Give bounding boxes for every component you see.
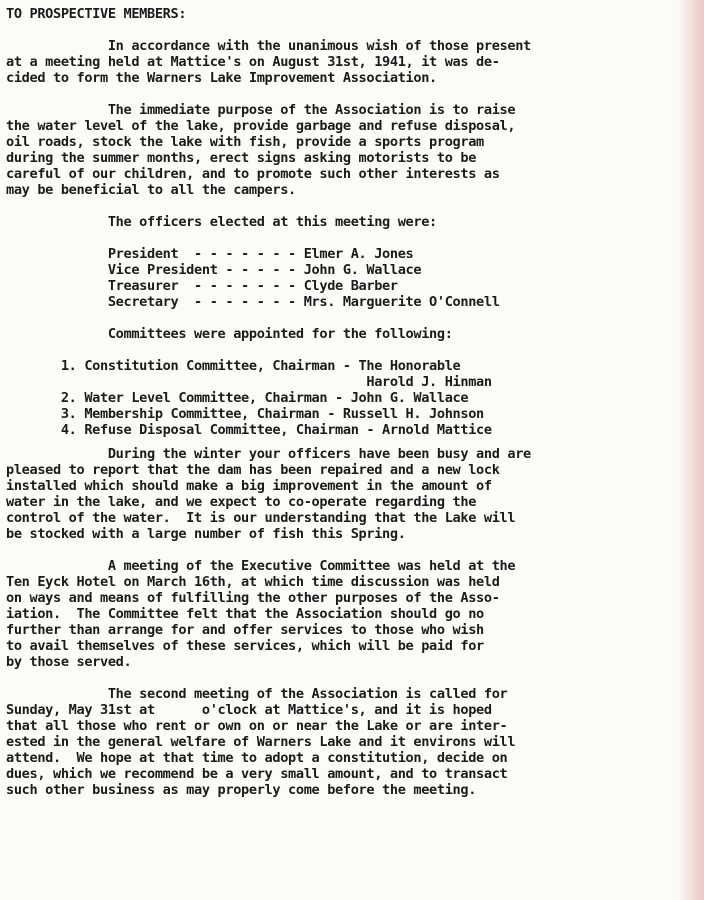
paragraph-second-meeting [6, 686, 696, 798]
spacer [6, 342, 696, 358]
text-line: ested in the general welfare of Warners Lake and it environs will [6, 734, 516, 750]
paragraph-purpose [6, 102, 696, 198]
text-line: The immediate purpose of the Association is to raise [6, 102, 516, 118]
committee-item: 4. Refuse Disposal Committee, Chairman - Arnold Mattice [6, 422, 492, 438]
text-line: may be beneficial to all the campers. [6, 182, 296, 198]
text-line: Sunday, May 31st at o'clock at Mattice's, and it is hoped [6, 702, 492, 718]
text-line: iation. The Committee felt that the Association should go no [6, 606, 484, 622]
committee-item: 3. Membership Committee, Chairman - Russell H. Johnson [6, 406, 484, 422]
text-line: at a meeting held at Mattice's on August 31st, 1941, it was de- [6, 54, 500, 70]
text-line: oil roads, stock the lake with fish, provide a sports program [6, 134, 484, 150]
spacer [6, 310, 696, 326]
spacer [6, 86, 696, 102]
officers-list [6, 246, 696, 310]
text-line: the water level of the lake, provide garbage and refuse disposal, [6, 118, 516, 134]
spacer [6, 22, 696, 38]
spacer [6, 198, 696, 214]
text-line: to avail themselves of these services, which will be paid for [6, 638, 484, 654]
officer-secretary: Secretary - - - - - - - Mrs. Marguerite O'Connell [6, 294, 500, 310]
text-line: attend. We hope at that time to adopt a constitution, decide on [6, 750, 508, 766]
committee-item: 1. Constitution Committee, Chairman - The Honorable [6, 358, 461, 374]
text-line: installed which should make a big improvement in the amount of [6, 478, 492, 494]
text-line: cided to form the Warners Lake Improvement Association. [6, 70, 437, 86]
text-line: A meeting of the Executive Committee was held at the [6, 558, 516, 574]
text-line: During the winter your officers have been busy and are [6, 446, 531, 462]
committee-item: Harold J. Hinman [6, 374, 492, 390]
text-line: that all those who rent or own on or near the Lake or are inter- [6, 718, 508, 734]
officer-vice-president: Vice President - - - - - John G. Wallace [6, 262, 422, 278]
text-line: further than arrange for and offer services to those who wish [6, 622, 484, 638]
committees-list [6, 358, 696, 438]
text-line: such other business as may properly come before the meeting. [6, 782, 477, 798]
text-line: In accordance with the unanimous wish of those present [6, 38, 531, 54]
text-line: careful of our children, and to promote such other interests as [6, 166, 500, 182]
text-line: by those served. [6, 654, 132, 670]
spacer [6, 670, 696, 686]
text-line: Ten Eyck Hotel on March 16th, at which time discussion was held [6, 574, 500, 590]
letter-page [6, 6, 696, 798]
text-line: control of the water. It is our understanding that the Lake will [6, 510, 516, 526]
paragraph-dam-report [6, 446, 696, 542]
text-line: during the summer months, erect signs asking motorists to be [6, 150, 477, 166]
text-line: pleased to report that the dam has been repaired and a new lock [6, 462, 500, 478]
text-line: dues, which we recommend be a very small amount, and to transact [6, 766, 508, 782]
text-line: on ways and means of fulfilling the other purposes of the Asso- [6, 590, 500, 606]
officer-president: President - - - - - - - Elmer A. Jones [6, 246, 414, 262]
committees-intro: Committees were appointed for the following: [6, 326, 453, 342]
committee-item: 2. Water Level Committee, Chairman - John G. Wallace [6, 390, 469, 406]
spacer [6, 542, 696, 558]
officers-intro: The officers elected at this meeting were: [6, 214, 437, 230]
paragraph-executive-meeting [6, 558, 696, 670]
text-line: water in the lake, and we expect to co-operate regarding the [6, 494, 477, 510]
text-line: The second meeting of the Association is called for [6, 686, 508, 702]
paragraph-formation [6, 38, 696, 86]
officer-treasurer: Treasurer - - - - - - - Clyde Barber [6, 278, 398, 294]
letter-heading: TO PROSPECTIVE MEMBERS: [6, 6, 187, 22]
text-line: be stocked with a large number of fish this Spring. [6, 526, 406, 542]
spacer [6, 230, 696, 246]
spacer [6, 438, 696, 446]
